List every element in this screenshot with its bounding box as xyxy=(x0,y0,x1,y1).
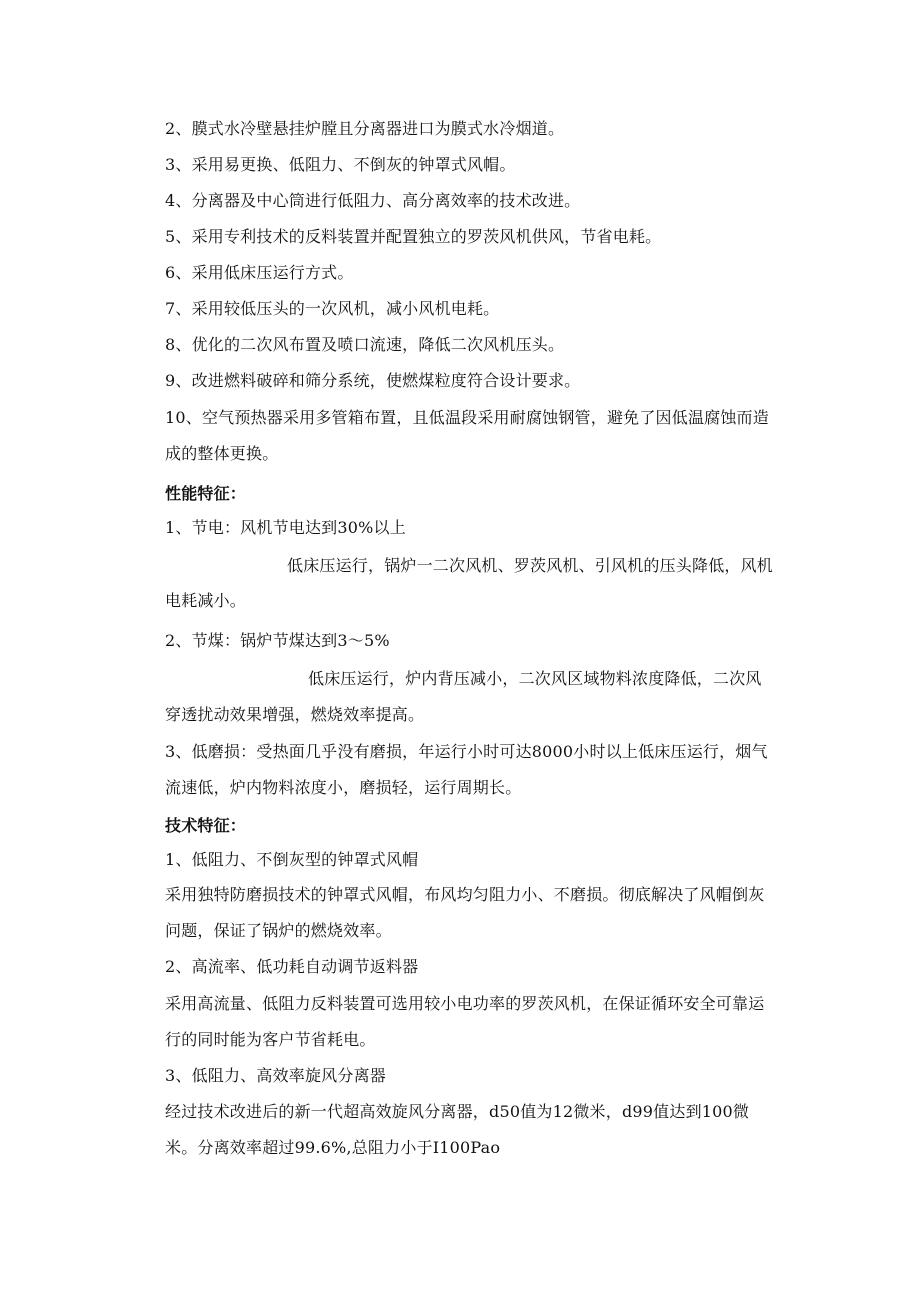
technical-item-1-line1: 采用独特防磨损技术的钟罩式风帽，布风均匀阻力小、不磨损。彻底解决了风帽倒灰 xyxy=(165,885,765,904)
performance-item-1-line2: 电耗减小。 xyxy=(165,591,247,610)
performance-heading: 性能特征： xyxy=(165,484,247,503)
improvement-item-10-line2: 成的整体更换。 xyxy=(165,444,279,463)
technical-item-2-title: 2、高流率、低功耗自动调节返料器 xyxy=(165,957,419,976)
technical-item-3-title: 3、低阻力、高效率旋风分离器 xyxy=(165,1066,386,1085)
improvement-item-4: 4、分离器及中心筒进行低阻力、高分离效率的技术改进。 xyxy=(165,191,581,210)
performance-item-2-line1: 低床压运行，炉内背压减小，二次风区域物料浓度降低，二次风 xyxy=(308,669,762,688)
improvement-item-5: 5、采用专利技术的反料装置并配置独立的罗茨风机供风，节省电耗。 xyxy=(165,227,662,246)
improvement-item-3: 3、采用易更换、低阻力、不倒灰的钟罩式风帽。 xyxy=(165,155,516,174)
improvement-item-2: 2、膜式水冷壁悬挂炉膛且分离器进口为膜式水冷烟道。 xyxy=(165,119,565,138)
performance-item-2-line2: 穿透扰动效果增强，燃烧效率提高。 xyxy=(165,705,425,724)
performance-item-2-title: 2、节煤：锅炉节煤达到3～5% xyxy=(165,631,390,650)
technical-item-3-line2: 米。分离效率超过99.6%,总阻力小于I100Pao xyxy=(165,1138,501,1157)
improvement-item-9: 9、改进燃料破碎和筛分系统，使燃煤粒度符合设计要求。 xyxy=(165,371,581,390)
technical-item-2-line2: 行的同时能为客户节省耗电。 xyxy=(165,1030,376,1049)
performance-item-1-line1: 低床压运行，锅炉一二次风机、罗茨风机、引风机的压头降低，风机 xyxy=(287,556,774,575)
improvement-item-10-line1: 10、空气预热器采用多管箱布置，且低温段采用耐腐蚀钢管，避免了因低温腐蚀而造 xyxy=(165,408,769,427)
improvement-item-6: 6、采用低床压运行方式。 xyxy=(165,263,354,282)
performance-item-3-line1: 3、低磨损：受热面几乎没有磨损，年运行小时可达8000小时以上低床压运行，烟气 xyxy=(165,742,768,761)
performance-item-3-line2: 流速低，炉内物料浓度小，磨损轻，运行周期长。 xyxy=(165,778,522,797)
technical-heading: 技术特征： xyxy=(165,816,247,835)
performance-item-1-title: 1、节电：风机节电达到30%以上 xyxy=(165,518,406,537)
technical-item-3-line1: 经过技术改进后的新一代超高效旋风分离器，d50值为12微米，d99值达到100微 xyxy=(165,1102,750,1121)
technical-item-1-line2: 问题，保证了锅炉的燃烧效率。 xyxy=(165,921,392,940)
technical-item-1-title: 1、低阻力、不倒灰型的钟罩式风帽 xyxy=(165,850,419,869)
improvement-item-8: 8、优化的二次风布置及喷口流速，降低二次风机压头。 xyxy=(165,335,565,354)
improvement-item-7: 7、采用较低压头的一次风机，减小风机电耗。 xyxy=(165,299,500,318)
technical-item-2-line1: 采用高流量、低阻力反料装置可选用较小电功率的罗茨风机，在保证循环安全可靠运 xyxy=(165,994,765,1013)
